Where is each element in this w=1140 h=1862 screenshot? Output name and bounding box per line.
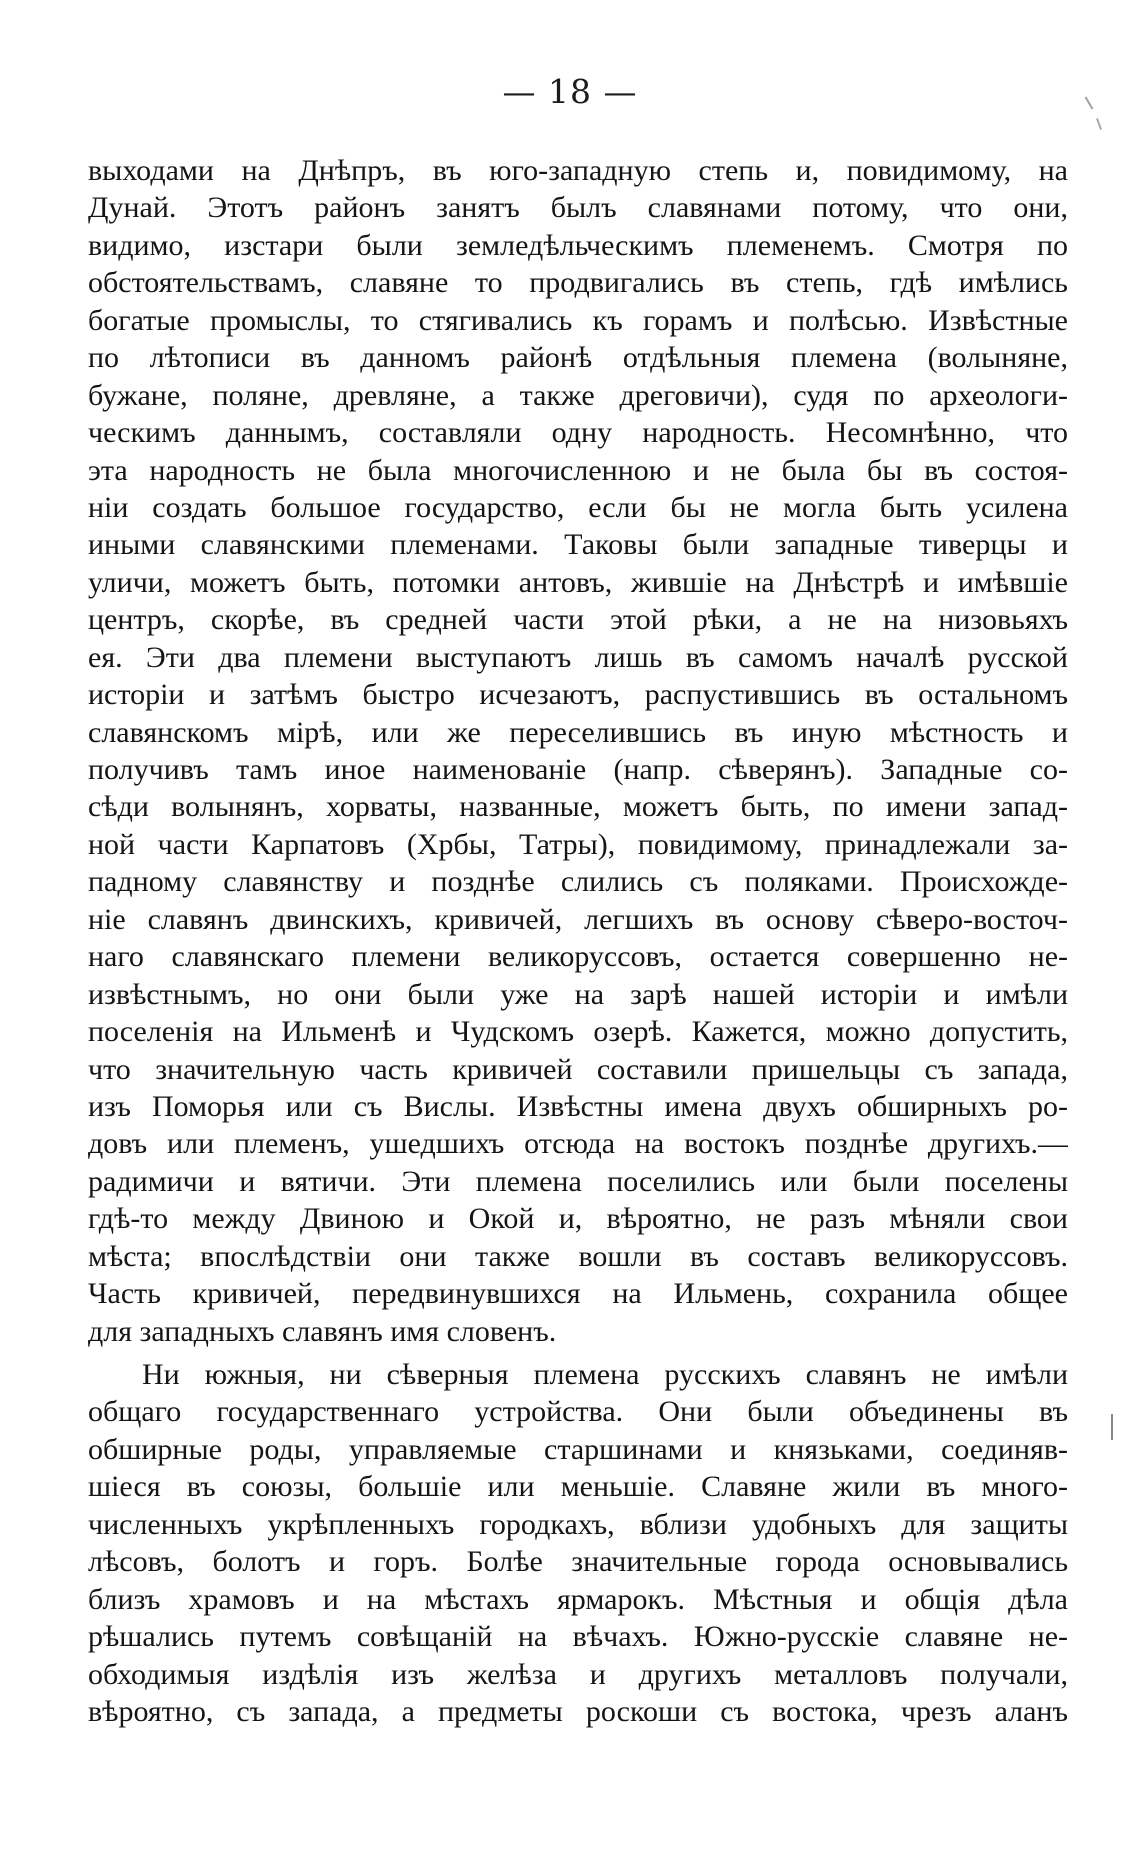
text-line: мѣста; впослѣдствіи они также вошли въ составъ великоруссовъ.: [88, 1239, 1068, 1273]
text-line: ніе славянъ двинскихъ, кривичей, легшихъ въ основу сѣверо-восточ-: [88, 902, 1068, 936]
text-line: сѣди волынянъ, хорваты, названные, можетъ быть, по имени запад-: [88, 790, 1068, 824]
text-line: гдѣ-то между Двиною и Окой и, вѣроятно, не разъ мѣняли свои: [88, 1202, 1068, 1236]
text-line: извѣстнымъ, но они были уже на зарѣ нашей исторіи и имѣли: [88, 977, 1068, 1011]
text-line: ной части Карпатовъ (Хрбы, Татры), повидимому, принадлежали за-: [88, 827, 1068, 861]
text-line: лѣсовъ, болотъ и горъ. Болѣе значительные города основывались: [88, 1545, 1068, 1579]
text-line: получивъ тамъ иное наименованіе (напр. сѣверянъ). Западные со-: [88, 753, 1068, 786]
text-line: численныхъ укрѣпленныхъ городкахъ, вблизи удобныхъ для защиты: [88, 1507, 1068, 1541]
text-line: обходимыя издѣлія изъ желѣза и другихъ металловъ получали,: [88, 1657, 1068, 1691]
text-line: видимо, изстари были земледѣльческимъ племенемъ. Смотря по: [88, 228, 1068, 262]
text-line: ніи создать большое государство, если бы не могла быть усилена: [88, 490, 1068, 524]
text-line: Ни южныя, ни сѣверныя племена русскихъ славянъ не имѣли: [142, 1358, 1068, 1391]
body-text: [88, 152, 1068, 1730]
text-line: бужане, поляне, древляне, а также дреговичи), судя по археологи-: [88, 378, 1068, 412]
text-line: исторіи и затѣмъ быстро исчезаютъ, распустившись въ остальномъ: [88, 678, 1068, 712]
text-line: поселенія на Ильменѣ и Чудскомъ озерѣ. Кажется, можно допустить,: [88, 1015, 1068, 1049]
text-line: довъ или племенъ, ушедшихъ отсюда на востокъ позднѣе другихъ.—: [88, 1127, 1068, 1161]
text-line: Часть кривичей, передвинувшихся на Ильмень, сохранила общее: [88, 1277, 1068, 1311]
text-line: близъ храмовъ и на мѣстахъ ярмарокъ. Мѣстныя и общія дѣла: [88, 1582, 1068, 1616]
text-line: радимичи и вятичи. Эти племена поселились или были поселены: [88, 1164, 1068, 1198]
text-line: по лѣтописи въ данномъ районѣ отдѣльныя племена (волыняне,: [88, 341, 1068, 375]
text-line: центръ, скорѣе, въ средней части этой рѣки, а не на низовьяхъ: [88, 603, 1068, 637]
text-line: иными славянскими племенами. Таковы были западные тиверцы и: [88, 528, 1068, 562]
margin-mark: [1096, 118, 1102, 130]
text-line: уличи, можетъ быть, потомки антовъ, жившіе на Днѣстрѣ и имѣвшіе: [88, 565, 1068, 599]
text-line: общаго государственнаго устройства. Они были объединены въ: [88, 1395, 1068, 1429]
text-line: эта народность не была многочисленною и не была бы въ состоя-: [88, 453, 1068, 487]
margin-mark: [1111, 1414, 1113, 1440]
text-line: вѣроятно, съ запада, а предметы роскоши съ востока, чрезъ аланъ: [88, 1694, 1068, 1728]
page-number: — 18 —: [502, 72, 638, 111]
text-line: ея. Эти два племени выступаютъ лишь въ самомъ началѣ русской: [88, 640, 1068, 674]
text-line: выходами на Днѣпръ, въ юго-западную степь и, повидимому, на: [88, 154, 1068, 187]
text-line: что значительную часть кривичей составили пришельцы съ запада,: [88, 1052, 1068, 1086]
text-line: Дунай. Этотъ районъ занятъ былъ славянами потому, что они,: [88, 191, 1068, 225]
text-line: обширные роды, управляемые старшинами и князьками, соединяв-: [88, 1432, 1068, 1466]
text-line: наго славянскаго племени великоруссовъ, остается совершенно не-: [88, 940, 1068, 974]
text-line: славянскомъ мірѣ, или же переселившись въ иную мѣстность и: [88, 715, 1068, 749]
text-line: для западныхъ славянъ имя словенъ.: [88, 1314, 557, 1348]
text-line: рѣшались путемъ совѣщаній на вѣчахъ. Южно-русскіе славяне не-: [88, 1620, 1068, 1654]
text-line: обстоятельствамъ, славяне то продвигались въ степь, гдѣ имѣлись: [88, 266, 1068, 300]
text-line: богатые промыслы, то стягивались къ горамъ и полѣсью. Извѣстные: [88, 303, 1068, 337]
text-line: падному славянству и позднѣе слились съ поляками. Происхожде-: [88, 865, 1068, 899]
text-line: изъ Поморья или съ Вислы. Извѣстны имена двухъ обширныхъ ро-: [88, 1089, 1068, 1123]
text-line: ческимъ даннымъ, составляли одну народность. Несомнѣнно, что: [88, 416, 1068, 450]
text-line: шіеся въ союзы, большіе или меньшіе. Славяне жили въ много-: [88, 1470, 1068, 1504]
